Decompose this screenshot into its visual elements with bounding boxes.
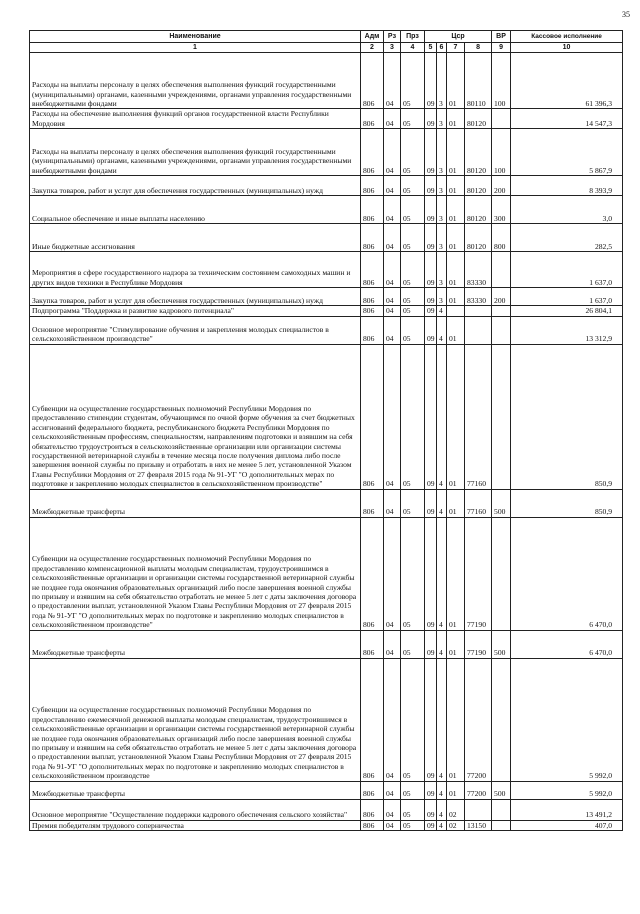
row-code-c3: 01 [447, 129, 465, 176]
column-number: 2 [361, 43, 384, 53]
row-code-c2: 3 [437, 288, 447, 306]
row-amount: 850,9 [511, 344, 623, 489]
header-prz: Прз [401, 31, 425, 43]
row-code-prz: 05 [401, 344, 425, 489]
table-row [30, 196, 623, 224]
row-code-rz: 04 [384, 176, 401, 196]
row-code-adm: 806 [361, 129, 384, 176]
row-code-c1: 09 [425, 820, 437, 830]
row-name: Мероприятия в сфере государственного надзора за техническим состоянием самоходных машин и других видов техники в Республике Мордовия [30, 252, 361, 288]
row-code-c2: 3 [437, 224, 447, 252]
row-amount: 282,5 [511, 224, 623, 252]
row-code-c4: 83330 [465, 252, 492, 288]
row-code-c2: 3 [437, 109, 447, 129]
row-code-prz: 05 [401, 316, 425, 344]
row-code-rz: 04 [384, 53, 401, 109]
row-code-rz: 04 [384, 630, 401, 658]
column-number: 8 [465, 43, 492, 53]
table-row [30, 344, 623, 489]
column-number: 6 [437, 43, 447, 53]
row-code-adm: 806 [361, 196, 384, 224]
row-code-c1: 09 [425, 316, 437, 344]
row-amount: 850,9 [511, 489, 623, 517]
row-code-c2: 3 [437, 129, 447, 176]
row-code-c1: 09 [425, 129, 437, 176]
row-code-c3: 01 [447, 489, 465, 517]
row-code-vr [492, 316, 511, 344]
row-code-c4: 80120 [465, 129, 492, 176]
row-code-c4: 80120 [465, 176, 492, 196]
row-code-prz: 05 [401, 489, 425, 517]
row-code-prz: 05 [401, 196, 425, 224]
row-code-c1: 09 [425, 306, 437, 316]
row-code-c4 [465, 306, 492, 316]
row-code-c4: 77160 [465, 344, 492, 489]
row-code-rz: 04 [384, 288, 401, 306]
row-code-c3 [447, 306, 465, 316]
row-code-c3: 01 [447, 288, 465, 306]
row-code-adm: 806 [361, 224, 384, 252]
header-amount: Кассовое исполнение [511, 31, 623, 43]
row-code-c1: 09 [425, 176, 437, 196]
row-code-c4: 83330 [465, 288, 492, 306]
row-amount: 5 992,0 [511, 781, 623, 799]
table-row [30, 316, 623, 344]
row-amount: 5 992,0 [511, 658, 623, 781]
row-code-c3: 01 [447, 196, 465, 224]
row-code-c3: 01 [447, 252, 465, 288]
row-code-c2: 4 [437, 781, 447, 799]
row-code-rz: 04 [384, 489, 401, 517]
header-name: Наименование [30, 31, 361, 43]
row-code-c4: 77160 [465, 489, 492, 517]
table-row [30, 306, 623, 316]
row-amount: 1 637,0 [511, 252, 623, 288]
table-row [30, 224, 623, 252]
row-code-c2: 4 [437, 344, 447, 489]
row-code-adm: 806 [361, 176, 384, 196]
row-code-c4: 77190 [465, 517, 492, 630]
row-amount: 6 470,0 [511, 630, 623, 658]
column-number: 3 [384, 43, 401, 53]
row-code-c2: 3 [437, 252, 447, 288]
row-code-adm: 806 [361, 799, 384, 820]
row-name: Межбюджетные трансферты [30, 781, 361, 799]
row-code-rz: 04 [384, 252, 401, 288]
table-row [30, 489, 623, 517]
row-code-adm: 806 [361, 306, 384, 316]
row-code-c1: 09 [425, 517, 437, 630]
row-code-adm: 806 [361, 344, 384, 489]
header-vr: ВР [492, 31, 511, 43]
row-amount: 13 312,9 [511, 316, 623, 344]
row-code-c2: 4 [437, 489, 447, 517]
row-code-vr: 100 [492, 53, 511, 109]
row-code-vr [492, 306, 511, 316]
header-adm: Адм [361, 31, 384, 43]
row-code-c4: 80120 [465, 224, 492, 252]
row-name: Закупка товаров, работ и услуг для обеспечения государственных (муниципальных) нужд [30, 288, 361, 306]
row-code-rz: 04 [384, 306, 401, 316]
row-code-adm: 806 [361, 517, 384, 630]
column-number: 10 [511, 43, 623, 53]
header-csr: Цср [425, 31, 492, 43]
row-code-c1: 09 [425, 224, 437, 252]
row-code-vr [492, 344, 511, 489]
row-code-rz: 04 [384, 109, 401, 129]
row-code-c2: 4 [437, 630, 447, 658]
row-name: Основное мероприятие "Стимулирование обучения и закрепления молодых специалистов в сельскохозяйственном производстве" [30, 316, 361, 344]
row-code-c3: 01 [447, 109, 465, 129]
row-code-vr [492, 252, 511, 288]
row-code-adm: 806 [361, 316, 384, 344]
row-code-c1: 09 [425, 630, 437, 658]
row-amount: 5 867,9 [511, 129, 623, 176]
table-row [30, 781, 623, 799]
column-number: 1 [30, 43, 361, 53]
column-number: 4 [401, 43, 425, 53]
row-code-rz: 04 [384, 781, 401, 799]
row-code-c1: 09 [425, 109, 437, 129]
table-row [30, 176, 623, 196]
row-code-prz: 05 [401, 820, 425, 830]
row-code-prz: 05 [401, 658, 425, 781]
row-code-c1: 09 [425, 781, 437, 799]
row-code-c1: 09 [425, 344, 437, 489]
row-code-vr: 500 [492, 630, 511, 658]
row-amount: 8 393,9 [511, 176, 623, 196]
row-code-adm: 806 [361, 53, 384, 109]
row-code-adm: 806 [361, 109, 384, 129]
table-row [30, 53, 623, 109]
row-code-adm: 806 [361, 781, 384, 799]
row-code-c2: 4 [437, 658, 447, 781]
row-code-vr: 100 [492, 129, 511, 176]
row-code-vr [492, 799, 511, 820]
row-code-c3: 01 [447, 224, 465, 252]
row-code-c3: 01 [447, 658, 465, 781]
row-code-c3: 01 [447, 344, 465, 489]
table-row [30, 129, 623, 176]
row-code-vr: 500 [492, 489, 511, 517]
row-code-prz: 05 [401, 517, 425, 630]
row-code-rz: 04 [384, 820, 401, 830]
row-code-c1: 09 [425, 196, 437, 224]
row-name: Социальное обеспечение и иные выплаты населению [30, 196, 361, 224]
row-code-c1: 09 [425, 658, 437, 781]
row-code-c4: 13150 [465, 820, 492, 830]
row-name: Основное мероприятие "Осуществление поддержки кадрового обеспечения сельского хозяйства" [30, 799, 361, 820]
row-code-c4: 80120 [465, 196, 492, 224]
row-code-c1: 09 [425, 489, 437, 517]
row-name: Иные бюджетные ассигнования [30, 224, 361, 252]
row-code-c1: 09 [425, 252, 437, 288]
row-code-prz: 05 [401, 306, 425, 316]
column-number-row [30, 43, 623, 53]
row-amount: 13 491,2 [511, 799, 623, 820]
row-code-vr [492, 109, 511, 129]
row-code-c4: 77190 [465, 630, 492, 658]
row-name: Расходы на обеспечение выполнения функций органов государственной власти Республики Мордовия [30, 109, 361, 129]
row-code-prz: 05 [401, 781, 425, 799]
row-name: Межбюджетные трансферты [30, 489, 361, 517]
row-code-c3: 01 [447, 53, 465, 109]
table-row [30, 658, 623, 781]
column-number: 5 [425, 43, 437, 53]
row-code-c3: 01 [447, 316, 465, 344]
row-code-adm: 806 [361, 252, 384, 288]
row-code-c2: 4 [437, 517, 447, 630]
row-code-c3: 01 [447, 630, 465, 658]
row-code-c4: 80120 [465, 109, 492, 129]
row-code-c1: 09 [425, 799, 437, 820]
row-code-rz: 04 [384, 658, 401, 781]
row-amount: 1 637,0 [511, 288, 623, 306]
row-code-rz: 04 [384, 224, 401, 252]
row-code-rz: 04 [384, 517, 401, 630]
row-code-adm: 806 [361, 288, 384, 306]
row-code-c2: 4 [437, 316, 447, 344]
row-code-adm: 806 [361, 630, 384, 658]
row-code-c4: 80110 [465, 53, 492, 109]
row-code-vr: 800 [492, 224, 511, 252]
table-row [30, 630, 623, 658]
row-amount: 26 804,1 [511, 306, 623, 316]
row-name: Закупка товаров, работ и услуг для обеспечения государственных (муниципальных) нужд [30, 176, 361, 196]
table-row [30, 288, 623, 306]
table-row [30, 252, 623, 288]
row-code-prz: 05 [401, 288, 425, 306]
row-name: Премия победителям трудового соперничества [30, 820, 361, 830]
row-code-prz: 05 [401, 630, 425, 658]
row-code-c3: 01 [447, 176, 465, 196]
row-code-prz: 05 [401, 109, 425, 129]
row-amount: 3,0 [511, 196, 623, 224]
row-code-c2: 3 [437, 53, 447, 109]
row-code-adm: 806 [361, 658, 384, 781]
row-code-c4: 77200 [465, 658, 492, 781]
row-name: Субвенции на осуществление государственных полномочий Республики Мордовия по предоставлению компенсационной выплаты молодым специалистам, трудоустроившимся в сельскохозяйственные организации и организации системы государственной ветеринарной службы не позднее года окончания образовательных организаций либо после завершения военной службы по призыву и взявшим на себя обязательство отработать не менее 5 лет с даты заключения договора о предоставлении выплат, установленной Указом Главы Республики Мордовия от 27 февраля 2015 года № 91-УГ "О дополнительных мерах по подготовке и закреплению молодых специалистов в сельскохозяйственном производстве" [30, 517, 361, 630]
row-code-prz: 05 [401, 799, 425, 820]
row-name: Расходы на выплаты персоналу в целях обеспечения выполнения функций государственными (муниципальными) органами, казенными учреждениями, органами управления государственными внебюджетными фондами [30, 53, 361, 109]
row-code-vr [492, 658, 511, 781]
row-code-prz: 05 [401, 176, 425, 196]
row-amount: 6 470,0 [511, 517, 623, 630]
row-code-vr [492, 820, 511, 830]
row-code-c4 [465, 316, 492, 344]
row-code-rz: 04 [384, 316, 401, 344]
row-code-prz: 05 [401, 224, 425, 252]
row-code-vr [492, 517, 511, 630]
row-code-c2: 3 [437, 176, 447, 196]
table-row [30, 517, 623, 630]
row-code-c4: 77200 [465, 781, 492, 799]
column-number: 9 [492, 43, 511, 53]
row-code-vr: 500 [492, 781, 511, 799]
budget-table [29, 30, 623, 831]
row-code-vr: 300 [492, 196, 511, 224]
row-code-adm: 806 [361, 820, 384, 830]
row-code-rz: 04 [384, 799, 401, 820]
row-code-c1: 09 [425, 53, 437, 109]
row-code-c3: 01 [447, 781, 465, 799]
table-row [30, 799, 623, 820]
row-code-prz: 05 [401, 129, 425, 176]
header-row [30, 31, 623, 43]
row-code-c2: 4 [437, 799, 447, 820]
row-name: Расходы на выплаты персоналу в целях обеспечения выполнения функций государственными (муниципальными) органами, казенными учреждениями, органами управления государственными внебюджетными фондами [30, 129, 361, 176]
row-code-c2: 4 [437, 306, 447, 316]
column-number: 7 [447, 43, 465, 53]
row-code-c3: 02 [447, 799, 465, 820]
row-code-c3: 01 [447, 517, 465, 630]
row-code-vr: 200 [492, 176, 511, 196]
row-code-adm: 806 [361, 489, 384, 517]
row-amount: 407,0 [511, 820, 623, 830]
table-row [30, 109, 623, 129]
row-name: Субвенции на осуществление государственных полномочий Республики Мордовия по предоставлению стипендии студентам, обучающимся по очной форме обучения за счет бюджетных ассигнований федерального бюджета, республиканского бюджета Республики Мордовия по сельскохозяйственным профессиям, специальностям, направлениям подготовки и взявшим на себя обязательство трудоустроиться в сельскохозяйственные организации или организации системы государственной ветеринарной службы в течение месяца после получения диплома либо после завершения военной службы по призыву и отработать в них не менее 5 лет, установленной Указом Главы Республики Мордовия от 27 февраля 2015 года № 91-УГ "О дополнительных мерах по подготовке и закреплению молодых специалистов в сельскохозяйственном производстве" [30, 344, 361, 489]
row-code-c2: 4 [437, 820, 447, 830]
page-number: 35 [622, 10, 630, 19]
row-code-prz: 05 [401, 252, 425, 288]
row-code-vr: 200 [492, 288, 511, 306]
row-code-c1: 09 [425, 288, 437, 306]
table-row [30, 820, 623, 830]
row-code-rz: 04 [384, 196, 401, 224]
row-code-c3: 02 [447, 820, 465, 830]
row-code-rz: 04 [384, 344, 401, 489]
header-rz: Рз [384, 31, 401, 43]
row-code-c2: 3 [437, 196, 447, 224]
row-code-prz: 05 [401, 53, 425, 109]
row-name: Субвенции на осуществление государственных полномочий Республики Мордовия по предоставлению ежемесячной денежной выплаты молодым специалистам, трудоустроившимся в сельскохозяйственные организации и организации системы государственной ветеринарной службы не позднее года окончания образовательных организаций либо после завершения военной службы по призыву и взявшим на себя обязательство отработать не менее 5 лет с даты заключения договора о предоставлении выплат, установленной Указом Главы Республики Мордовия от 27 февраля 2015 года № 91-УГ "О дополнительных мерах по подготовке и закреплению молодых специалистов в сельскохозяйственном производстве [30, 658, 361, 781]
row-amount: 61 396,3 [511, 53, 623, 109]
row-code-c4 [465, 799, 492, 820]
row-name: Межбюджетные трансферты [30, 630, 361, 658]
row-name: Подпрограмма "Поддержка и развитие кадрового потенциала" [30, 306, 361, 316]
row-amount: 14 547,3 [511, 109, 623, 129]
row-code-rz: 04 [384, 129, 401, 176]
